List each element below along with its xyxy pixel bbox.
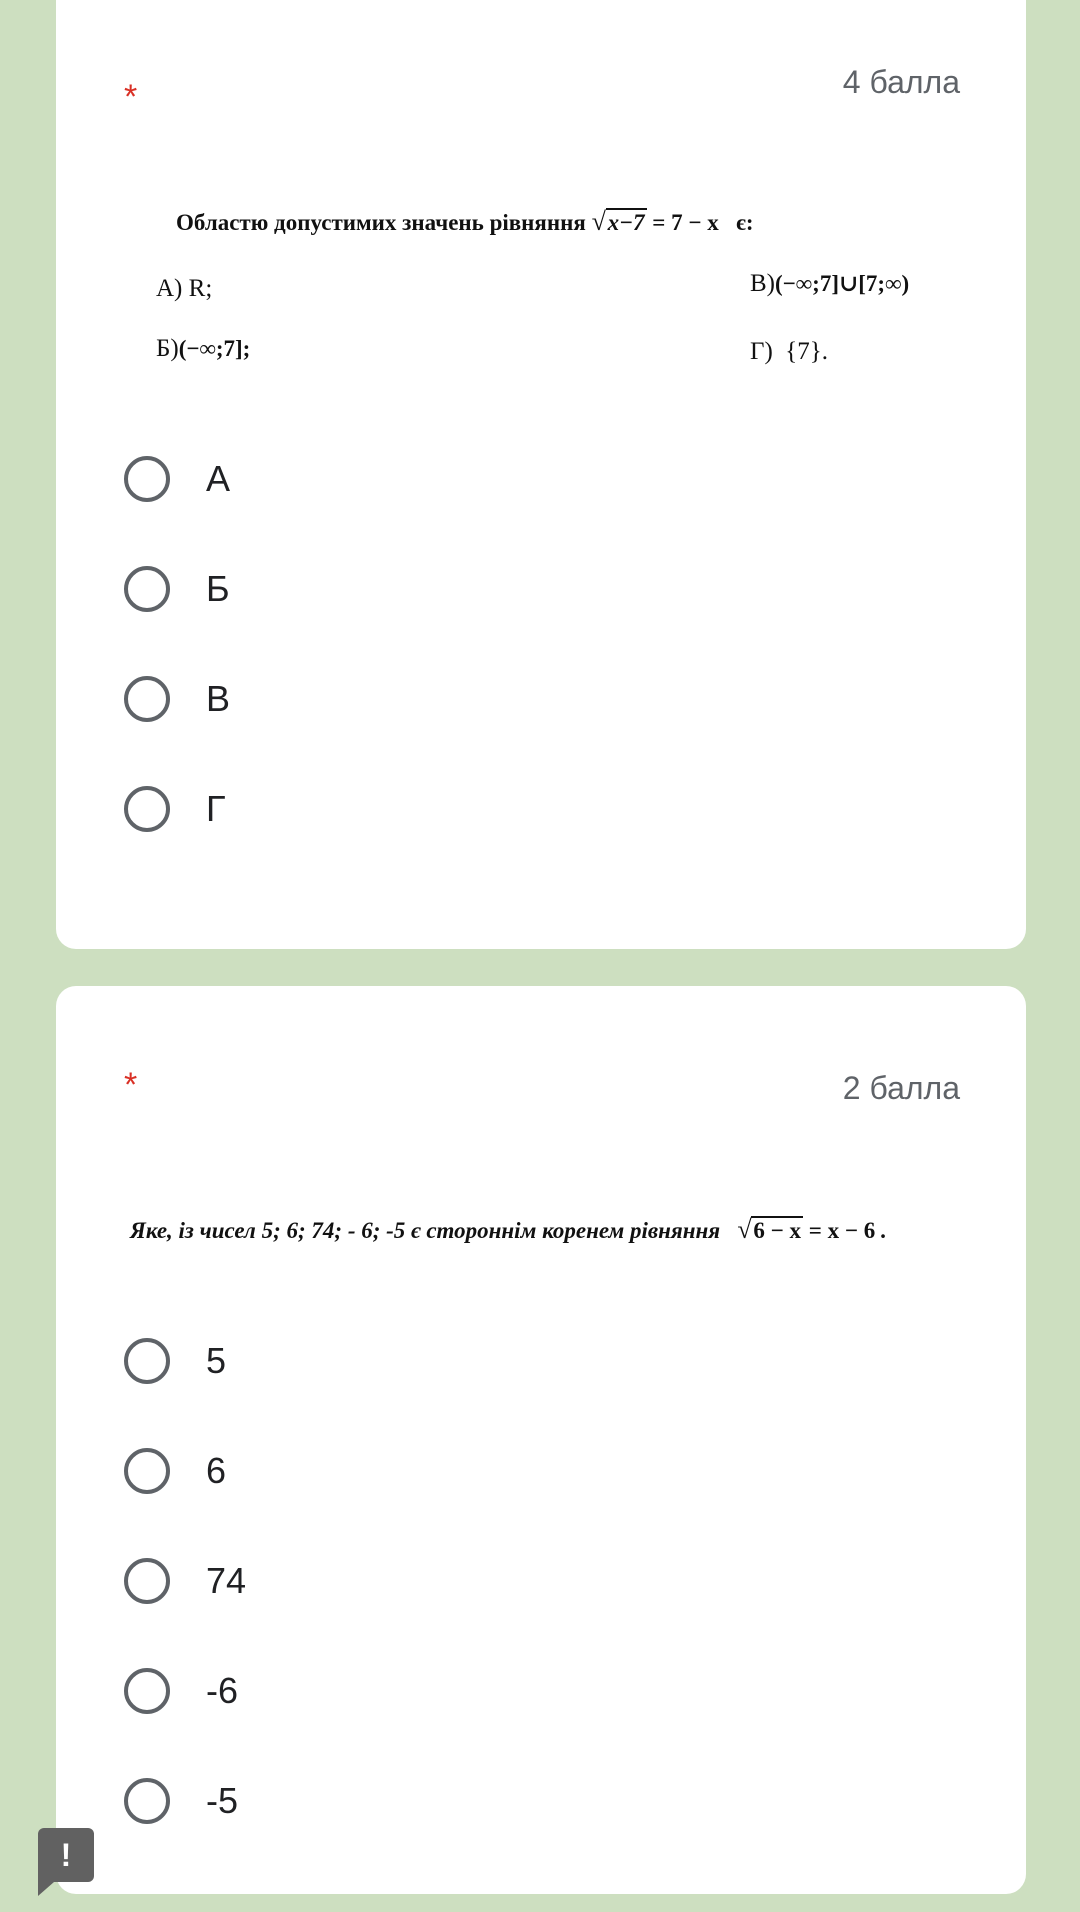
- equation-rhs: = 7 − x: [652, 210, 719, 235]
- question-stem: [176, 207, 754, 236]
- radio-option[interactable]: [124, 1771, 238, 1831]
- option-label: 74: [206, 1560, 247, 1601]
- radio-button[interactable]: [124, 566, 170, 612]
- sqrt-expression: √ x−7: [591, 207, 645, 236]
- option-label: Г: [206, 788, 226, 829]
- question-card-1: [56, 0, 1026, 949]
- choice-b-letter: Б): [156, 335, 179, 362]
- required-asterisk: *: [124, 78, 138, 116]
- radio-option[interactable]: [124, 1661, 238, 1721]
- choice-b: [156, 335, 250, 363]
- option-label: А: [206, 458, 231, 499]
- radio-button[interactable]: [124, 1668, 170, 1714]
- stem-suffix: є:: [735, 210, 754, 235]
- radio-option[interactable]: [124, 1331, 226, 1391]
- feedback-button[interactable]: [38, 1828, 94, 1882]
- radio-button[interactable]: [124, 786, 170, 832]
- radio-option[interactable]: [124, 1441, 226, 1501]
- radio-option[interactable]: [124, 449, 230, 509]
- stem-text: Яке, із чисел 5; 6; 74; - 6; -5 є стороннім коренем рівняння: [130, 1218, 721, 1243]
- option-label: В: [206, 678, 231, 719]
- choice-g-value: {7}.: [785, 338, 829, 365]
- required-asterisk: *: [124, 1066, 138, 1104]
- option-label: 5: [206, 1340, 227, 1381]
- radio-button[interactable]: [124, 1558, 170, 1604]
- stem-text: Областю допустимих значень рівняння: [176, 210, 586, 235]
- radicand: 6 − x: [753, 1218, 802, 1243]
- radio-button[interactable]: [124, 676, 170, 722]
- choice-a-letter: А): [156, 275, 183, 302]
- choice-a: [156, 275, 212, 303]
- exclamation-icon: !: [60, 1836, 72, 1873]
- choice-g-letter: Г): [750, 338, 773, 365]
- question-stem: [130, 1215, 887, 1244]
- option-label: -6: [206, 1670, 239, 1711]
- sqrt-expression: √ 6 − x: [737, 1215, 802, 1244]
- choice-b-value: (−∞;7];: [178, 336, 251, 361]
- radio-option[interactable]: [124, 559, 230, 619]
- points-label: 2 балла: [842, 1070, 960, 1106]
- radio-button[interactable]: [124, 456, 170, 502]
- radio-button[interactable]: [124, 1448, 170, 1494]
- stem-suffix: .: [880, 1218, 887, 1243]
- choice-v: [750, 270, 909, 298]
- question-card-2: [56, 986, 1026, 1894]
- radio-button[interactable]: [124, 1338, 170, 1384]
- choice-v-letter: В): [750, 270, 775, 297]
- choice-a-value: R;: [188, 275, 213, 302]
- radicand: x−7: [607, 210, 645, 235]
- radio-option[interactable]: [124, 779, 226, 839]
- points-label: 4 балла: [842, 64, 960, 100]
- option-label: -5: [206, 1780, 239, 1821]
- option-label: 6: [206, 1450, 227, 1491]
- radio-option[interactable]: [124, 1551, 246, 1611]
- radio-option[interactable]: [124, 669, 230, 729]
- choice-v-value: (−∞;7]∪[7;∞): [775, 271, 910, 296]
- radio-button[interactable]: [124, 1778, 170, 1824]
- option-label: Б: [206, 568, 230, 609]
- choice-g: [750, 338, 828, 366]
- equation-rhs: = x − 6: [808, 1218, 876, 1243]
